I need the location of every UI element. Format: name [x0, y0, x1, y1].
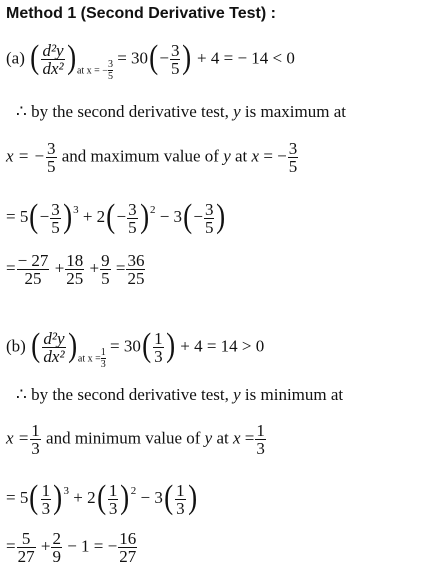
- part-a-maximum-value: $\frac{36}{25}$: [127, 251, 145, 288]
- second-derivative-fraction-b: $\frac{\text{d²y}}{\text{dx²}}$: [43, 329, 65, 366]
- part-b-minimum-value: $\frac{16}{27}$: [119, 529, 137, 566]
- method-heading: Method 1 (Second Derivative Test) :: [6, 5, 276, 22]
- part-b-therefore: ∴ by the second derivative test, y is minimum at: [16, 385, 344, 404]
- part-a-line-1: (a) ( $\frac{\text{d²y}}{\text{dx²}}$ )$_{at x = -}$ $\frac{3}{5}$ = 30(− $\frac{3}{5}$ ) + 4 = − 14 < 0: [6, 39, 295, 83]
- evaluation-point: at x = −: [76, 65, 108, 77]
- part-a-label: (a): [6, 48, 25, 68]
- second-derivative-fraction: $\frac{\text{d²y}}{\text{dx²}}$: [42, 41, 64, 78]
- part-a-therefore: ∴ by the second derivative test, y is maximum at: [16, 102, 346, 121]
- part-a-calc-line: = 5(− $\frac{3}{5}$ )$^3$ + 2(− $\frac{3}{5}$ )$^2$ − 3(− $\frac{3}{5}$ ): [6, 198, 226, 237]
- part-b-label: (b): [6, 336, 26, 356]
- part-b-min-line: x = $\frac{1}{3}$ and minimum value of y at x = $\frac{1}{3}$: [6, 421, 265, 458]
- part-b-result-line: = $\frac{5}{27}$ + $\frac{2}{9}$ − 1 = − $\frac{16}{27}$: [6, 529, 137, 566]
- part-b-calc-line: = 5( $\frac{1}{3}$ )$^3$ + 2( $\frac{1}{3}$ )$^2$ − 3( $\frac{1}{3}$ ): [6, 479, 197, 518]
- part-a-max-line: x = − $\frac{3}{5}$ and maximum value of y at x = − $\frac{3}{5}$: [6, 139, 298, 176]
- part-b-line-1: (b) ( $\frac{\text{d²y}}{\text{dx²}}$ )$_{at x =}$ $\frac{1}{3}$ = 30( $\frac{1}{3}$ ) + 4 = 14 > 0: [6, 327, 265, 371]
- part-a-result-line: = $\frac{- 27}{25}$ + $\frac{18}{25}$ + $\frac{9}{5}$ = $\frac{36}{25}$: [6, 251, 145, 288]
